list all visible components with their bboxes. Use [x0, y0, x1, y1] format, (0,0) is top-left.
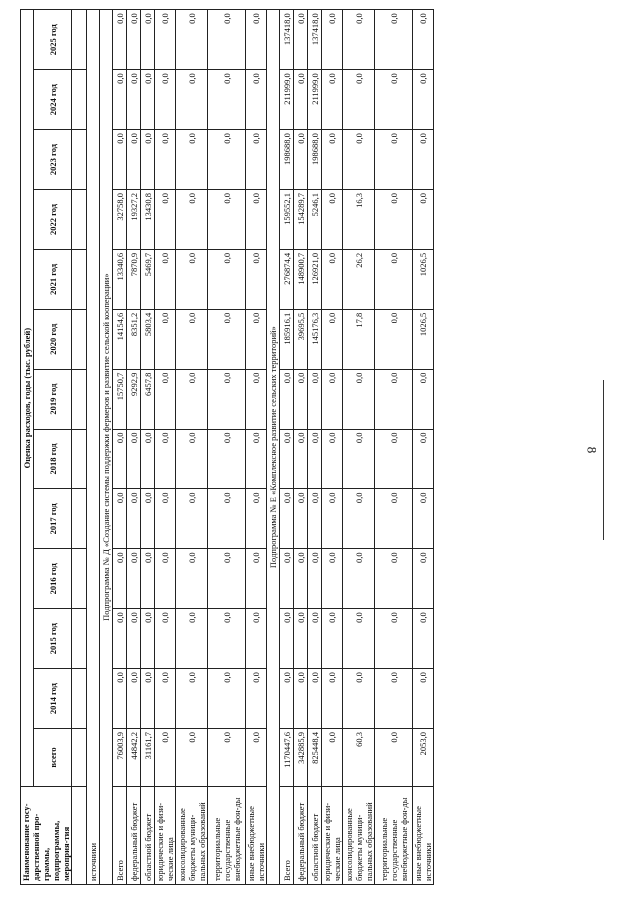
- table-row: [246, 10, 267, 885]
- table-row: [127, 10, 141, 885]
- value-cell: 0,0: [113, 669, 127, 729]
- header-name-column: Наименование госу-дарственной про-граммы, подпрограммы, мероприя-тия: [21, 787, 72, 885]
- section-title-row: [267, 10, 280, 885]
- row-label: территориальные государственные внебюджетные фон-ды: [375, 787, 413, 885]
- header-col-5: 2018 год: [34, 429, 72, 489]
- value-cell: 0,0: [208, 70, 246, 130]
- value-cell: 0,0: [155, 669, 176, 729]
- value-cell: 0,0: [375, 669, 413, 729]
- value-cell: 0,0: [155, 489, 176, 549]
- value-cell: 0,0: [375, 309, 413, 369]
- footer-line: [603, 380, 604, 540]
- header-col-2: 2015 год: [34, 609, 72, 669]
- value-cell: 0,0: [308, 369, 322, 429]
- value-cell: 0,0: [294, 489, 308, 549]
- value-cell: 0,0: [176, 369, 208, 429]
- value-cell: 154289,7: [294, 189, 308, 249]
- header-col-1: 2014 год: [34, 669, 72, 729]
- value-cell: 0,0: [375, 729, 413, 787]
- value-cell: 32758,0: [113, 189, 127, 249]
- value-cell: 0,0: [343, 549, 375, 609]
- row-label: консолидированные бюджеты муници-пальных образований: [176, 787, 208, 885]
- section-title-row: [100, 10, 113, 885]
- value-cell: 0,0: [127, 489, 141, 549]
- value-cell: 15750,7: [113, 369, 127, 429]
- value-cell: 6457,8: [141, 369, 155, 429]
- table-row: [322, 10, 343, 885]
- section-title: Подпрограмма № Д «Создание системы поддержки фермеров и развитие сельской кооперации»: [100, 10, 113, 885]
- value-cell: 2053,0: [413, 729, 434, 787]
- value-cell: 0,0: [127, 429, 141, 489]
- value-cell: 0,0: [208, 429, 246, 489]
- value-cell: 0,0: [141, 669, 155, 729]
- rotated-page: [20, 10, 575, 885]
- value-cell: 198688,0: [308, 130, 322, 190]
- value-cell: 0,0: [155, 429, 176, 489]
- header-col-7: 2020 год: [34, 309, 72, 369]
- header-col-8: 2021 год: [34, 249, 72, 309]
- value-cell: 0,0: [113, 130, 127, 190]
- value-cell: 185916,1: [280, 309, 294, 369]
- value-cell: 0,0: [176, 609, 208, 669]
- value-cell: 0,0: [308, 429, 322, 489]
- value-cell: 0,0: [246, 369, 267, 429]
- value-cell: 0,0: [322, 189, 343, 249]
- value-cell: 159552,1: [280, 189, 294, 249]
- value-cell: 0,0: [375, 130, 413, 190]
- value-cell: 211999,0: [280, 70, 294, 130]
- value-cell: 0,0: [176, 729, 208, 787]
- value-cell: 0,0: [246, 429, 267, 489]
- row-label: областной бюджет: [308, 787, 322, 885]
- value-cell: 17,8: [343, 309, 375, 369]
- table-row: [176, 10, 208, 885]
- value-cell: 0,0: [413, 10, 434, 70]
- header-estimate-group: Оценка расходов, годы (тыс. рублей): [21, 10, 34, 787]
- value-cell: 0,0: [322, 669, 343, 729]
- value-cell: 0,0: [413, 429, 434, 489]
- value-cell: 0,0: [246, 70, 267, 130]
- value-cell: 0,0: [155, 609, 176, 669]
- row-label: федеральный бюджет: [127, 787, 141, 885]
- value-cell: 0,0: [246, 249, 267, 309]
- value-cell: 145176,3: [308, 309, 322, 369]
- value-cell: 13340,6: [113, 249, 127, 309]
- value-cell: 0,0: [208, 130, 246, 190]
- row-label: федеральный бюджет: [294, 787, 308, 885]
- header-year-row: [34, 10, 72, 885]
- value-cell: 0,0: [127, 549, 141, 609]
- value-cell: 8351,2: [127, 309, 141, 369]
- row-label: Всего: [280, 787, 294, 885]
- value-cell: 0,0: [176, 309, 208, 369]
- value-cell: 0,0: [141, 549, 155, 609]
- value-cell: 0,0: [208, 249, 246, 309]
- value-cell: 0,0: [343, 669, 375, 729]
- value-cell: 0,0: [322, 70, 343, 130]
- value-cell: 0,0: [246, 729, 267, 787]
- value-cell: 0,0: [246, 669, 267, 729]
- sources-label: источники: [87, 10, 100, 885]
- header-col-3: 2016 год: [34, 549, 72, 609]
- value-cell: 0,0: [141, 70, 155, 130]
- value-cell: 0,0: [280, 549, 294, 609]
- table-row: [280, 10, 294, 885]
- value-cell: 0,0: [155, 70, 176, 130]
- value-cell: 0,0: [280, 429, 294, 489]
- value-cell: 0,0: [246, 609, 267, 669]
- value-cell: 9292,9: [127, 369, 141, 429]
- value-cell: 0,0: [294, 130, 308, 190]
- value-cell: 0,0: [322, 130, 343, 190]
- value-cell: 5469,7: [141, 249, 155, 309]
- value-cell: 0,0: [413, 130, 434, 190]
- value-cell: 0,0: [343, 10, 375, 70]
- value-cell: 0,0: [280, 609, 294, 669]
- table-row: [141, 10, 155, 885]
- page-number: 8: [584, 446, 600, 454]
- value-cell: 0,0: [246, 130, 267, 190]
- value-cell: 0,0: [141, 10, 155, 70]
- value-cell: 0,0: [343, 369, 375, 429]
- value-cell: 0,0: [375, 10, 413, 70]
- value-cell: 1170447,6: [280, 729, 294, 787]
- header-col-6: 2019 год: [34, 369, 72, 429]
- value-cell: 276874,4: [280, 249, 294, 309]
- empty-row: [72, 10, 87, 885]
- value-cell: 0,0: [308, 489, 322, 549]
- value-cell: 0,0: [155, 10, 176, 70]
- sources-row: [87, 10, 100, 885]
- value-cell: 0,0: [294, 70, 308, 130]
- value-cell: 13430,8: [141, 189, 155, 249]
- value-cell: 0,0: [322, 10, 343, 70]
- value-cell: 211999,0: [308, 70, 322, 130]
- row-label: Всего: [113, 787, 127, 885]
- value-cell: 0,0: [208, 729, 246, 787]
- value-cell: 0,0: [208, 669, 246, 729]
- value-cell: 0,0: [176, 489, 208, 549]
- value-cell: 0,0: [127, 130, 141, 190]
- header-col-11: 2024 год: [34, 70, 72, 130]
- header-col-4: 2017 год: [34, 489, 72, 549]
- value-cell: 0,0: [322, 729, 343, 787]
- value-cell: 26,2: [343, 249, 375, 309]
- value-cell: 0,0: [208, 309, 246, 369]
- value-cell: 0,0: [280, 489, 294, 549]
- table-row: [155, 10, 176, 885]
- value-cell: 0,0: [413, 189, 434, 249]
- table-row: [343, 10, 375, 885]
- value-cell: 0,0: [343, 70, 375, 130]
- value-cell: 0,0: [246, 489, 267, 549]
- value-cell: 0,0: [294, 369, 308, 429]
- value-cell: 0,0: [280, 369, 294, 429]
- value-cell: 0,0: [127, 669, 141, 729]
- row-label: областной бюджет: [141, 787, 155, 885]
- value-cell: 0,0: [413, 669, 434, 729]
- table-row: [294, 10, 308, 885]
- value-cell: 0,0: [246, 549, 267, 609]
- value-cell: 126921,0: [308, 249, 322, 309]
- value-cell: 0,0: [113, 429, 127, 489]
- value-cell: 0,0: [322, 249, 343, 309]
- budget-table: [20, 9, 434, 885]
- value-cell: 0,0: [308, 549, 322, 609]
- value-cell: 0,0: [155, 549, 176, 609]
- value-cell: 0,0: [375, 70, 413, 130]
- value-cell: 0,0: [155, 130, 176, 190]
- value-cell: 0,0: [322, 609, 343, 669]
- value-cell: 0,0: [322, 549, 343, 609]
- row-label: иные внебюджетные источники: [413, 787, 434, 885]
- value-cell: 0,0: [127, 70, 141, 130]
- value-cell: 31161,7: [141, 729, 155, 787]
- value-cell: 0,0: [413, 70, 434, 130]
- value-cell: 16,3: [343, 189, 375, 249]
- value-cell: 0,0: [246, 309, 267, 369]
- table-row: [113, 10, 127, 885]
- value-cell: 7870,9: [127, 249, 141, 309]
- value-cell: 0,0: [343, 609, 375, 669]
- value-cell: 0,0: [176, 70, 208, 130]
- row-label: консолидированные бюджеты муници-пальных образований: [343, 787, 375, 885]
- value-cell: 0,0: [375, 489, 413, 549]
- value-cell: 0,0: [113, 549, 127, 609]
- value-cell: 137418,0: [280, 10, 294, 70]
- value-cell: 39695,5: [294, 309, 308, 369]
- value-cell: 0,0: [343, 130, 375, 190]
- value-cell: 0,0: [294, 549, 308, 609]
- value-cell: 0,0: [308, 669, 322, 729]
- value-cell: 0,0: [113, 489, 127, 549]
- value-cell: 137418,0: [308, 10, 322, 70]
- value-cell: 0,0: [322, 489, 343, 549]
- value-cell: 0,0: [127, 609, 141, 669]
- value-cell: 0,0: [413, 549, 434, 609]
- value-cell: 0,0: [113, 609, 127, 669]
- value-cell: 0,0: [127, 10, 141, 70]
- value-cell: 19327,2: [127, 189, 141, 249]
- header-col-12: 2025 год: [34, 10, 72, 70]
- value-cell: 0,0: [375, 189, 413, 249]
- value-cell: 0,0: [322, 369, 343, 429]
- value-cell: 0,0: [294, 10, 308, 70]
- value-cell: 0,0: [208, 489, 246, 549]
- value-cell: 0,0: [294, 669, 308, 729]
- value-cell: 0,0: [113, 70, 127, 130]
- value-cell: 0,0: [176, 189, 208, 249]
- value-cell: 0,0: [176, 130, 208, 190]
- value-cell: 0,0: [294, 429, 308, 489]
- value-cell: 0,0: [413, 369, 434, 429]
- value-cell: 0,0: [308, 609, 322, 669]
- value-cell: 0,0: [155, 369, 176, 429]
- value-cell: 0,0: [375, 369, 413, 429]
- value-cell: 0,0: [375, 609, 413, 669]
- value-cell: 0,0: [375, 549, 413, 609]
- table-row: [308, 10, 322, 885]
- value-cell: 342885,9: [294, 729, 308, 787]
- value-cell: 0,0: [113, 10, 127, 70]
- value-cell: 60,3: [343, 729, 375, 787]
- header-col-0: всего: [34, 729, 72, 787]
- header-col-9: 2022 год: [34, 189, 72, 249]
- section-title: Подпрограмма № Е «Комплексное развитие сельских территорий»: [267, 10, 280, 885]
- value-cell: 0,0: [141, 429, 155, 489]
- value-cell: 1026,5: [413, 309, 434, 369]
- value-cell: 0,0: [208, 549, 246, 609]
- value-cell: 5803,4: [141, 309, 155, 369]
- value-cell: 0,0: [155, 729, 176, 787]
- value-cell: 198688,0: [280, 130, 294, 190]
- value-cell: 76003,9: [113, 729, 127, 787]
- value-cell: 0,0: [176, 669, 208, 729]
- row-label: юридические и физи-ческие лица: [155, 787, 176, 885]
- value-cell: 0,0: [208, 10, 246, 70]
- value-cell: 0,0: [343, 429, 375, 489]
- value-cell: 0,0: [375, 249, 413, 309]
- table-row: [375, 10, 413, 885]
- value-cell: 0,0: [155, 189, 176, 249]
- table-row: [413, 10, 434, 885]
- value-cell: 1026,5: [413, 249, 434, 309]
- value-cell: 0,0: [413, 489, 434, 549]
- value-cell: 5246,1: [308, 189, 322, 249]
- value-cell: 0,0: [176, 249, 208, 309]
- value-cell: 14154,6: [113, 309, 127, 369]
- value-cell: 0,0: [322, 309, 343, 369]
- value-cell: 0,0: [208, 189, 246, 249]
- value-cell: 0,0: [155, 249, 176, 309]
- value-cell: 825448,4: [308, 729, 322, 787]
- value-cell: 0,0: [413, 609, 434, 669]
- value-cell: 0,0: [208, 369, 246, 429]
- value-cell: 0,0: [375, 429, 413, 489]
- header-col-10: 2023 год: [34, 130, 72, 190]
- value-cell: 0,0: [141, 489, 155, 549]
- table-body: [72, 10, 434, 885]
- value-cell: 0,0: [246, 10, 267, 70]
- row-label: территориальные государственные внебюджетные фон-ды: [208, 787, 246, 885]
- value-cell: 148900,7: [294, 249, 308, 309]
- value-cell: 0,0: [141, 609, 155, 669]
- value-cell: 0,0: [176, 549, 208, 609]
- table-row: [208, 10, 246, 885]
- row-label: иные внебюджетные источники: [246, 787, 267, 885]
- value-cell: 0,0: [208, 609, 246, 669]
- value-cell: 0,0: [322, 429, 343, 489]
- value-cell: 0,0: [246, 189, 267, 249]
- value-cell: 44842,2: [127, 729, 141, 787]
- value-cell: 0,0: [343, 489, 375, 549]
- value-cell: 0,0: [280, 669, 294, 729]
- value-cell: 0,0: [294, 609, 308, 669]
- value-cell: 0,0: [141, 130, 155, 190]
- value-cell: 0,0: [176, 429, 208, 489]
- value-cell: 0,0: [176, 10, 208, 70]
- value-cell: 0,0: [155, 309, 176, 369]
- row-label: юридические и физи-ческие лица: [322, 787, 343, 885]
